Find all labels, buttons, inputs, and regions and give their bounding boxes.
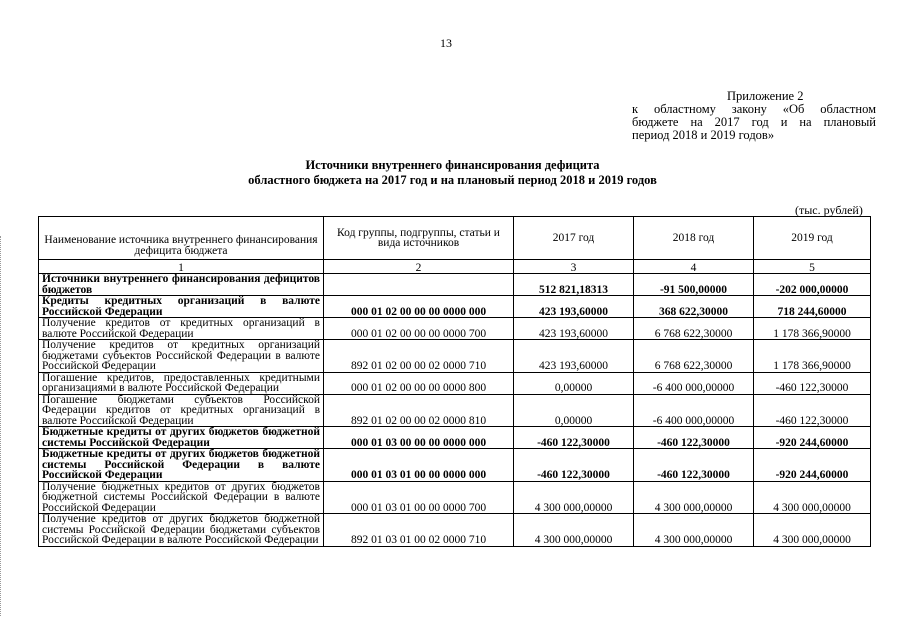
amount-2019-cell: 4 300 000,00000 — [754, 481, 871, 514]
source-code-cell: 892 01 02 00 00 02 0000 710 — [324, 340, 514, 373]
source-code-cell: 892 01 03 01 00 02 0000 710 — [324, 514, 514, 547]
column-number: 2 — [324, 260, 514, 274]
source-name-cell: Получение кредитов от кредитных организаций бюджетами субъектов Российской Федерации в валюте Российской Федерации — [39, 340, 324, 373]
amount-2018-cell: 6 768 622,30000 — [634, 340, 754, 373]
appendix-line: бюджете на 2017 год и на плановый — [632, 115, 876, 129]
amount-2017-cell: -460 122,30000 — [514, 427, 634, 449]
column-numbers-row — [39, 260, 871, 274]
header-2019: 2019 год — [754, 217, 871, 260]
source-code-cell: 000 01 02 00 00 00 0000 700 — [324, 318, 514, 340]
header-row — [39, 217, 871, 260]
document-title-line: Источники внутреннего финансирования дефицита — [305, 158, 600, 172]
amount-2019-cell: 1 178 366,90000 — [754, 340, 871, 373]
column-number: 5 — [754, 260, 871, 274]
amount-2018-cell: -6 400 000,00000 — [634, 394, 754, 427]
source-code-cell: 000 01 02 00 00 00 0000 800 — [324, 372, 514, 394]
table-row — [39, 449, 871, 482]
amount-2017-cell: 423 193,60000 — [514, 340, 634, 373]
amount-2017-cell: 512 821,18313 — [514, 274, 634, 296]
column-number: 3 — [514, 260, 634, 274]
amount-2017-cell: 4 300 000,00000 — [514, 481, 634, 514]
header-name: Наименование источника внутреннего финансирования дефицита бюджета — [39, 217, 324, 260]
page-number: 13 — [440, 36, 452, 50]
units-label: (тыс. рублей) — [795, 203, 863, 217]
appendix-line: к областному закону «Об областном — [632, 102, 876, 116]
amount-2017-cell: -460 122,30000 — [514, 449, 634, 482]
amount-2019-cell: -460 122,30000 — [754, 394, 871, 427]
column-number: 4 — [634, 260, 754, 274]
table-row — [39, 427, 871, 449]
table-row — [39, 318, 871, 340]
table-row — [39, 514, 871, 547]
table-row — [39, 296, 871, 318]
appendix-block — [632, 90, 876, 142]
amount-2019-cell: 718 244,60000 — [754, 296, 871, 318]
source-code-cell: 892 01 02 00 00 02 0000 810 — [324, 394, 514, 427]
amount-2019-cell: -920 244,60000 — [754, 427, 871, 449]
source-name-cell: Получение кредитов от других бюджетов бюджетной системы Российской Федерации бюджетами субъектов Российской Федерации в валюте Российской Федерации — [39, 514, 324, 547]
amount-2017-cell: 4 300 000,00000 — [514, 514, 634, 547]
table-row — [39, 340, 871, 373]
amount-2019-cell: -202 000,00000 — [754, 274, 871, 296]
appendix-title: Приложение 2 — [727, 89, 804, 103]
amount-2018-cell: -6 400 000,00000 — [634, 372, 754, 394]
source-name-cell: Бюджетные кредиты от других бюджетов бюджетной системы Российской Федерации — [39, 427, 324, 449]
amount-2019-cell: 4 300 000,00000 — [754, 514, 871, 547]
amount-2017-cell: 0,00000 — [514, 372, 634, 394]
amount-2018-cell: -91 500,00000 — [634, 274, 754, 296]
appendix-line: период 2018 и 2019 годов» — [632, 128, 775, 142]
binding-edge-mark — [0, 236, 3, 616]
amount-2019-cell: 1 178 366,90000 — [754, 318, 871, 340]
amount-2019-cell: -920 244,60000 — [754, 449, 871, 482]
source-name-cell: Получение кредитов от кредитных организаций в валюте Российской Федерации — [39, 318, 324, 340]
amount-2017-cell: 423 193,60000 — [514, 318, 634, 340]
header-2017: 2017 год — [514, 217, 634, 260]
document-title — [0, 158, 905, 188]
amount-2019-cell: -460 122,30000 — [754, 372, 871, 394]
header-2018: 2018 год — [634, 217, 754, 260]
table-row — [39, 372, 871, 394]
source-code-cell: 000 01 03 01 00 00 0000 000 — [324, 449, 514, 482]
source-name-cell: Получение бюджетных кредитов от других бюджетов бюджетной системы Российской Федерации в валюте Российской Федерации — [39, 481, 324, 514]
source-name-cell: Погашение кредитов, предоставленных кредитными организациями в валюте Российской Федерации — [39, 372, 324, 394]
source-code-cell: 000 01 03 00 00 00 0000 000 — [324, 427, 514, 449]
document-title-line: областного бюджета на 2017 год и на плановый период 2018 и 2019 годов — [248, 173, 657, 187]
source-code-cell: 000 01 02 00 00 00 0000 000 — [324, 296, 514, 318]
table-row — [39, 481, 871, 514]
source-code-cell: 000 01 03 01 00 00 0000 700 — [324, 481, 514, 514]
source-name-cell: Кредиты кредитных организаций в валюте Российской Федерации — [39, 296, 324, 318]
header-code: Код группы, подгруппы, статьи и вида источников — [324, 217, 514, 260]
source-name-cell: Бюджетные кредиты от других бюджетов бюджетной системы Российской Федерации в валюте Российской Федерации — [39, 449, 324, 482]
amount-2017-cell: 423 193,60000 — [514, 296, 634, 318]
amount-2018-cell: 368 622,30000 — [634, 296, 754, 318]
amount-2018-cell: -460 122,30000 — [634, 427, 754, 449]
source-name-cell: Погашение бюджетами субъектов Российской Федерации кредитов от кредитных организаций в валюте Российской Федерации — [39, 394, 324, 427]
amount-2017-cell: 0,00000 — [514, 394, 634, 427]
source-name-cell: Источники внутреннего финансирования дефицитов бюджетов — [39, 274, 324, 296]
amount-2018-cell: 4 300 000,00000 — [634, 514, 754, 547]
amount-2018-cell: 6 768 622,30000 — [634, 318, 754, 340]
financing-sources-table — [38, 216, 871, 547]
source-code-cell — [324, 274, 514, 296]
column-number: 1 — [39, 260, 324, 274]
table-row — [39, 394, 871, 427]
table-row — [39, 274, 871, 296]
amount-2018-cell: 4 300 000,00000 — [634, 481, 754, 514]
amount-2018-cell: -460 122,30000 — [634, 449, 754, 482]
